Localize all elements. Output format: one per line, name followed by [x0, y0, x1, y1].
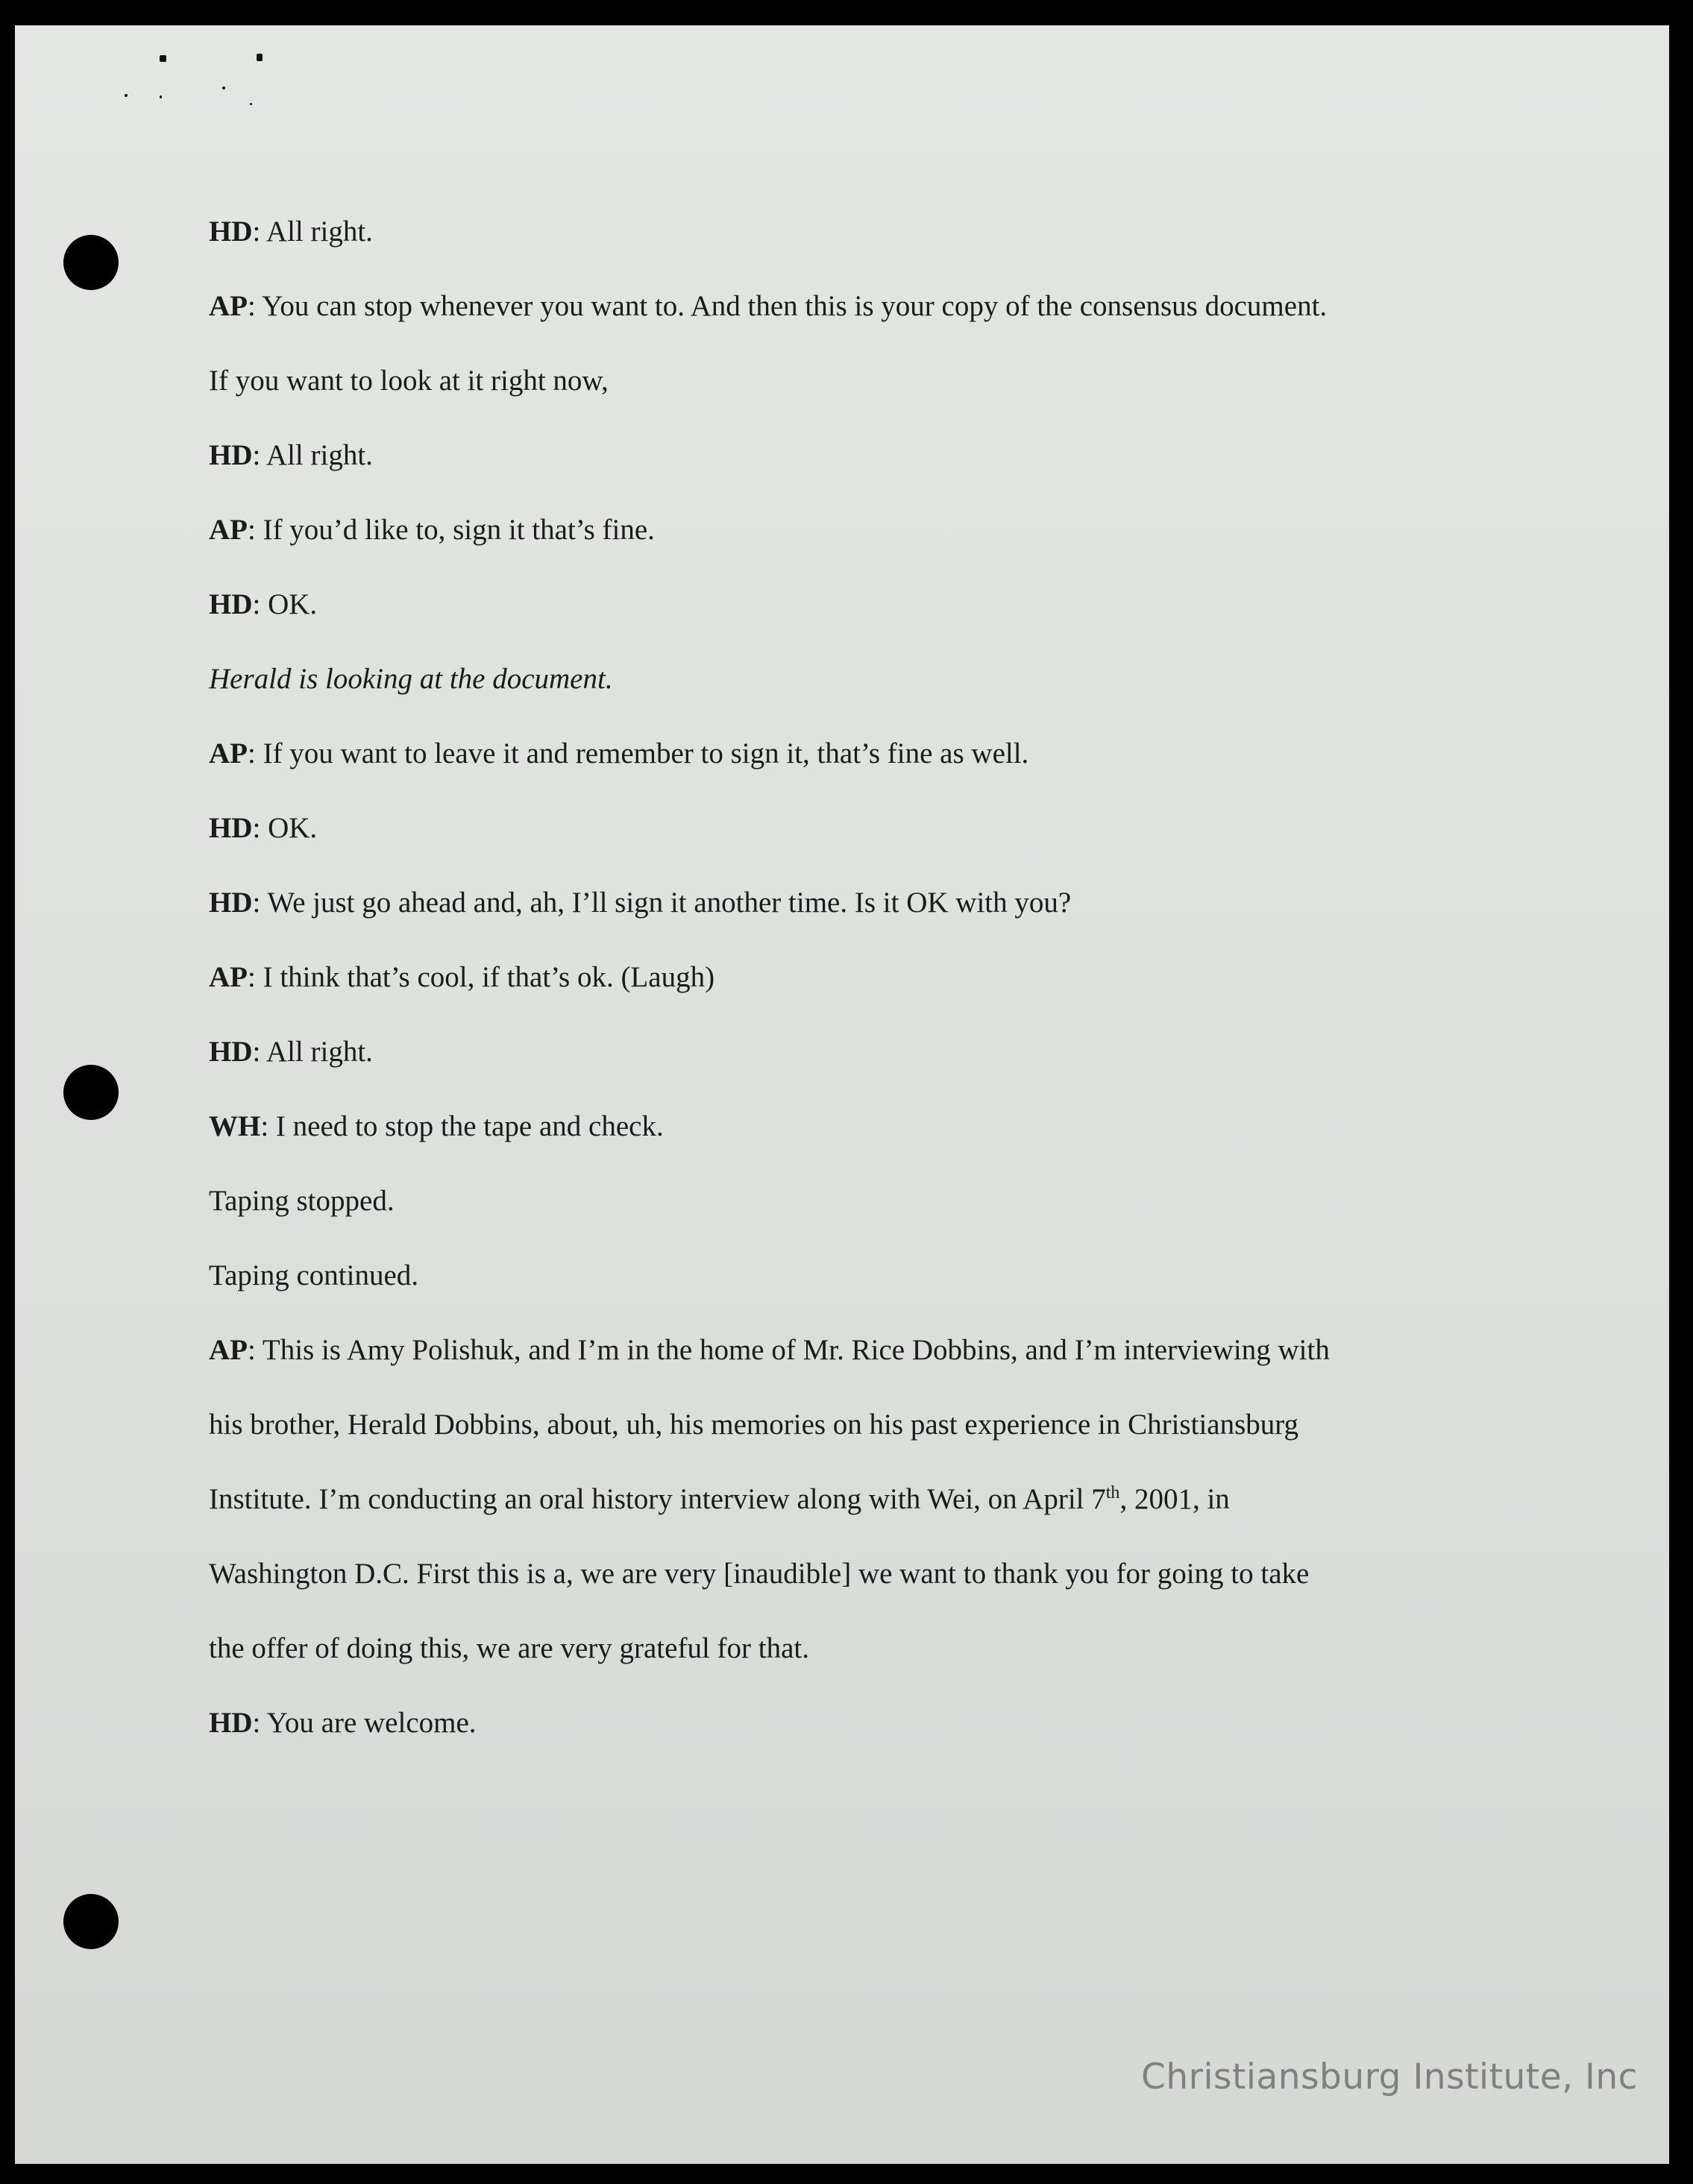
speaker-label: HD — [209, 1707, 253, 1739]
transcript-line — [209, 1251, 1521, 1326]
line-text: : All right. — [252, 215, 373, 248]
transcript-line — [209, 1699, 1521, 1773]
line-text: : We just go ahead and, ah, I’ll sign it another time. Is it OK with you? — [252, 887, 1072, 919]
line-text: : I think that’s cool, if that’s ok. (Laugh) — [248, 961, 715, 993]
speaker-label: AP — [209, 737, 248, 770]
line-text: his brother, Herald Dobbins, about, uh, his memories on his past experience in Christiansburg — [209, 1409, 1299, 1441]
line-text: : All right. — [252, 439, 373, 471]
paper-speck — [160, 95, 162, 98]
speaker-label: WH — [209, 1110, 261, 1142]
speaker-label: AP — [209, 1334, 248, 1366]
punch-hole-bottom — [63, 1894, 119, 1949]
line-text: Institute. I’m conducting an oral history interview along with Wei, on April 7 — [209, 1483, 1106, 1515]
line-text: If you want to look at it right now, — [209, 365, 609, 397]
line-text: : OK. — [252, 812, 318, 844]
speaker-label: AP — [209, 514, 248, 546]
transcript-line — [209, 1028, 1521, 1102]
transcript-line — [209, 282, 1521, 356]
transcript-line — [209, 356, 1521, 431]
paper-speck — [125, 94, 128, 97]
transcript-line — [209, 1549, 1521, 1624]
transcript-body — [209, 207, 1521, 1773]
line-text: : If you’d like to, sign it that’s fine. — [248, 514, 655, 546]
transcript-line — [209, 207, 1521, 282]
paper-speck — [222, 86, 225, 89]
transcript-line — [209, 1400, 1521, 1475]
line-text: : I need to stop the tape and check. — [260, 1110, 664, 1142]
paper-speck — [160, 55, 166, 62]
transcript-line — [209, 804, 1521, 878]
speaker-label: AP — [209, 961, 248, 993]
speaker-label: HD — [209, 1036, 253, 1068]
transcript-line — [209, 506, 1521, 580]
line-text: : You are welcome. — [252, 1707, 477, 1739]
transcript-line — [209, 580, 1521, 655]
transcript-line — [209, 1177, 1521, 1251]
superscript: th — [1105, 1483, 1120, 1502]
line-text: Taping stopped. — [209, 1185, 395, 1217]
transcript-line — [209, 953, 1521, 1028]
line-text: : If you want to leave it and remember to sign it, that’s fine as well. — [248, 737, 1029, 770]
watermark: Christiansburg Institute, Inc — [1141, 2056, 1638, 2098]
transcript-line — [209, 1326, 1521, 1400]
transcript-line — [209, 878, 1521, 953]
stage-direction: Herald is looking at the document. — [209, 663, 613, 695]
transcript-line — [209, 655, 1521, 729]
paper-speck — [250, 103, 252, 105]
speaker-label: HD — [209, 887, 253, 919]
punch-hole-middle — [63, 1065, 119, 1120]
line-text: : All right. — [252, 1036, 373, 1068]
line-text: : OK. — [252, 588, 318, 620]
transcript-line — [209, 729, 1521, 804]
speaker-label: HD — [209, 439, 253, 471]
transcript-line — [209, 1102, 1521, 1177]
speaker-label: HD — [209, 588, 253, 620]
line-text: , 2001, in — [1119, 1483, 1230, 1515]
line-text: Washington D.C. First this is a, we are very [inaudible] we want to thank you for going to take — [209, 1558, 1310, 1590]
transcript-line — [209, 1624, 1521, 1699]
paper-speck — [257, 54, 263, 61]
speaker-label: HD — [209, 812, 253, 844]
line-text: Taping continued. — [209, 1259, 419, 1291]
line-text: : You can stop whenever you want to. And then this is your copy of the consensus document. — [248, 290, 1328, 322]
transcript-line — [209, 1475, 1521, 1549]
transcript-line — [209, 431, 1521, 506]
speaker-label: AP — [209, 290, 248, 322]
line-text: the offer of doing this, we are very grateful for that. — [209, 1632, 809, 1664]
line-text: : This is Amy Polishuk, and I’m in the home of Mr. Rice Dobbins, and I’m interviewing with — [248, 1334, 1330, 1366]
punch-hole-top — [63, 235, 119, 290]
speaker-label: HD — [209, 215, 253, 248]
